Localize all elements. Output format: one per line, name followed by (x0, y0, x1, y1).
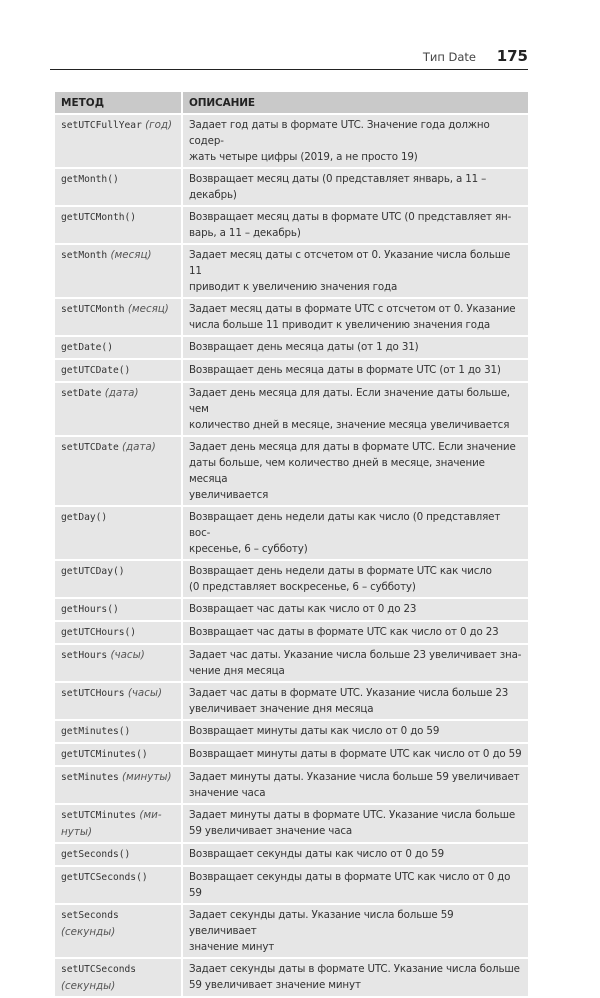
description-cell: Задает час даты. Указание числа больше 23 увеличивает зна- чение дня месяца (183, 645, 528, 681)
method-cell (55, 683, 181, 719)
method-cell (55, 645, 181, 681)
method-cell (55, 337, 181, 358)
method-cell (55, 115, 181, 167)
method-name: getUTCMonth() (61, 212, 137, 223)
table-row (55, 115, 528, 167)
method-argument: (секунды) (61, 926, 116, 938)
method-cell (55, 299, 181, 335)
method-argument: (месяц) (124, 303, 169, 315)
table-row (55, 599, 528, 620)
method-argument: (часы) (124, 687, 163, 699)
description-cell: Возвращает минуты даты как число от 0 до 59 (183, 721, 528, 742)
description-cell: Задает минуты даты. Указание числа больше 59 увеличивает значение часа (183, 767, 528, 803)
description-cell: Задает день месяца для даты. Если значение даты больше, чем количество дней в месяце, значение месяца увеличивается (183, 383, 528, 435)
description-cell: Задает секунды даты. Указание числа больше 59 увеличивает значение минут (183, 905, 528, 957)
table-row (55, 245, 528, 297)
description-cell: Задает год даты в формате UTC. Значение года должно содер- жать четыре цифры (2019, а не просто 19) (183, 115, 528, 167)
method-cell (55, 805, 181, 842)
description-cell: Задает минуты даты в формате UTC. Указание числа больше 59 увеличивает значение часа (183, 805, 528, 842)
description-cell: Задает час даты в формате UTC. Указание числа больше 23 увеличивает значение дня месяца (183, 683, 528, 719)
table-row (55, 622, 528, 643)
description-cell: Возвращает час даты как число от 0 до 23 (183, 599, 528, 620)
method-name: getDate() (61, 342, 113, 353)
method-argument: (ми- нуты) (61, 809, 162, 838)
description-cell: Возвращает месяц даты в формате UTC (0 представляет ян- варь, а 11 – декабрь) (183, 207, 528, 243)
method-cell (55, 767, 181, 803)
method-name: setUTCFullYear (61, 120, 142, 131)
description-cell: Задает день месяца для даты в формате UTC. Если значение даты больше, чем количество дней в месяце, значение месяца увеличивается (183, 437, 528, 505)
table-header-row (55, 92, 528, 113)
table-row (55, 299, 528, 335)
table-row (55, 561, 528, 597)
method-name: setSeconds (61, 910, 119, 921)
method-cell (55, 360, 181, 381)
method-cell (55, 905, 181, 957)
method-name: setUTCMinutes (61, 810, 137, 821)
table-row (55, 683, 528, 719)
method-name: setUTCDate (61, 442, 119, 453)
table-row (55, 507, 528, 559)
method-cell (55, 959, 181, 996)
method-cell (55, 744, 181, 765)
method-cell (55, 867, 181, 903)
table-row (55, 337, 528, 358)
method-argument: (год) (141, 119, 173, 131)
method-argument: (секунды) (61, 980, 116, 992)
method-name: getUTCDay() (61, 566, 125, 577)
method-name: setHours (61, 650, 108, 661)
method-argument: (дата) (118, 441, 156, 453)
description-cell: Возвращает секунды даты как число от 0 до 59 (183, 844, 528, 865)
method-argument: (минуты) (118, 771, 172, 783)
method-name: getUTCMinutes() (61, 749, 148, 760)
table-row (55, 437, 528, 505)
table-row (55, 905, 528, 957)
description-cell: Возвращает день недели даты как число (0 представляет вос- кресенье, 6 – субботу) (183, 507, 528, 559)
method-name: setUTCHours (61, 688, 125, 699)
page-header (50, 44, 528, 70)
table-row (55, 744, 528, 765)
table-row (55, 767, 528, 803)
method-argument: (часы) (107, 649, 145, 661)
method-name: getUTCDate() (61, 365, 131, 376)
description-cell: Задает месяц даты с отсчетом от 0. Указание числа больше 11 приводит к увеличению значения года (183, 245, 528, 297)
description-cell: Возвращает секунды даты в формате UTC как число от 0 до 59 (183, 867, 528, 903)
method-name: getSeconds() (61, 849, 131, 860)
date-methods-table (55, 92, 528, 998)
column-header-method: МЕТОД (55, 92, 181, 113)
table-row (55, 805, 528, 842)
table-row (55, 721, 528, 742)
method-name: getUTCSeconds() (61, 872, 148, 883)
description-cell: Возвращает день месяца даты в формате UTC (от 1 до 31) (183, 360, 528, 381)
method-cell (55, 383, 181, 435)
method-cell (55, 844, 181, 865)
description-cell: Возвращает час даты в формате UTC как число от 0 до 23 (183, 622, 528, 643)
table-row (55, 169, 528, 205)
table-row (55, 645, 528, 681)
table-row (55, 959, 528, 996)
method-name: setDate (61, 388, 102, 399)
description-cell: Задает секунды даты в формате UTC. Указание числа больше 59 увеличивает значение минут (183, 959, 528, 996)
description-cell: Возвращает минуты даты в формате UTC как число от 0 до 59 (183, 744, 528, 765)
method-argument: (дата) (101, 387, 139, 399)
method-argument: (месяц) (107, 249, 152, 261)
method-cell (55, 599, 181, 620)
method-name: setMonth (61, 250, 108, 261)
method-name: setUTCMonth (61, 304, 125, 315)
method-cell (55, 207, 181, 243)
method-name: getMonth() (61, 174, 119, 185)
method-name: getDay() (61, 512, 108, 523)
table-row (55, 383, 528, 435)
column-header-description: ОПИСАНИЕ (183, 92, 528, 113)
table-row (55, 867, 528, 903)
table-row (55, 844, 528, 865)
running-title: Тип Date (422, 50, 476, 64)
method-cell (55, 561, 181, 597)
description-cell: Возвращает день месяца даты (от 1 до 31) (183, 337, 528, 358)
table-row (55, 207, 528, 243)
table-row (55, 360, 528, 381)
method-cell (55, 721, 181, 742)
method-cell (55, 622, 181, 643)
method-cell (55, 169, 181, 205)
description-cell: Возвращает день недели даты в формате UTC как число (0 представляет воскресенье, 6 – субботу) (183, 561, 528, 597)
method-name: setUTCSeconds (61, 964, 137, 975)
method-cell (55, 507, 181, 559)
method-name: getUTCHours() (61, 627, 137, 638)
description-cell: Задает месяц даты в формате UTC с отсчетом от 0. Указание числа больше 11 приводит к увеличению значения года (183, 299, 528, 335)
method-cell (55, 437, 181, 505)
page-number: 175 (496, 47, 528, 65)
method-name: getHours() (61, 604, 119, 615)
method-cell (55, 245, 181, 297)
method-name: getMinutes() (61, 726, 131, 737)
method-name: setMinutes (61, 772, 119, 783)
description-cell: Возвращает месяц даты (0 представляет январь, а 11 – декабрь) (183, 169, 528, 205)
